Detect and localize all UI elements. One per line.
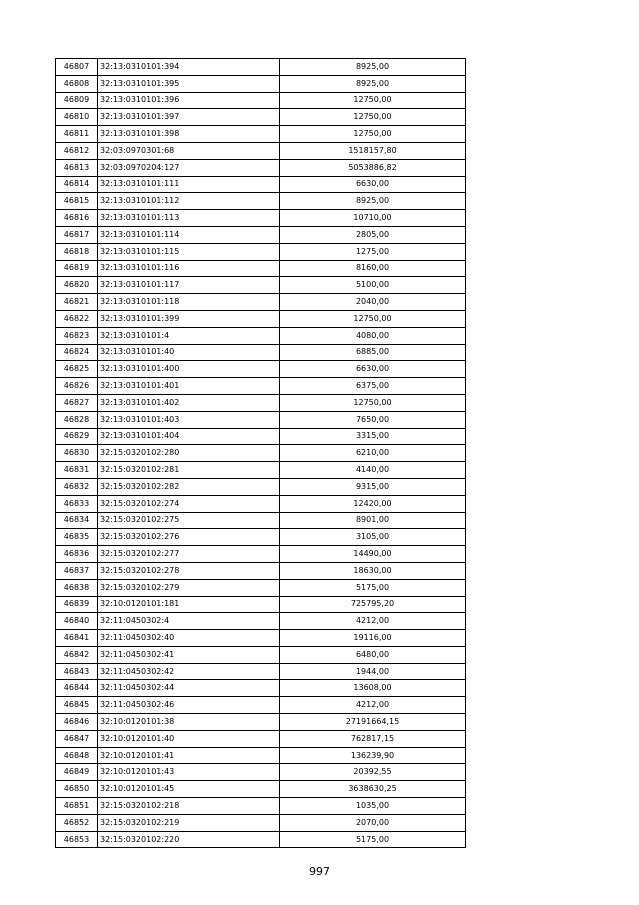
- row-number-cell: 46827: [56, 394, 98, 411]
- cadastral-value-cell: 4080,00: [280, 327, 466, 344]
- row-number-cell: 46819: [56, 260, 98, 277]
- row-number-cell: 46820: [56, 277, 98, 294]
- table-row: [56, 344, 466, 361]
- table-row: [56, 529, 466, 546]
- cadastral-value-cell: 5100,00: [280, 277, 466, 294]
- row-number-cell: 46848: [56, 747, 98, 764]
- cadastral-number-cell: 32:13:0310101:403: [98, 411, 280, 428]
- cadastral-number-cell: 32:11:0450302:41: [98, 646, 280, 663]
- row-number-cell: 46814: [56, 176, 98, 193]
- table-row: [56, 814, 466, 831]
- cadastral-value-cell: 725795,20: [280, 596, 466, 613]
- row-number-cell: 46835: [56, 529, 98, 546]
- cadastral-value-cell: 136239,90: [280, 747, 466, 764]
- cadastral-value-cell: 6630,00: [280, 176, 466, 193]
- cadastral-number-cell: 32:15:0320102:220: [98, 831, 280, 848]
- row-number-cell: 46817: [56, 226, 98, 243]
- table-row: [56, 109, 466, 126]
- row-number-cell: 46847: [56, 730, 98, 747]
- table-row: [56, 327, 466, 344]
- row-number-cell: 46849: [56, 764, 98, 781]
- cadastral-number-cell: 32:15:0320102:280: [98, 445, 280, 462]
- cadastral-value-cell: 12750,00: [280, 310, 466, 327]
- cadastral-value-cell: 5175,00: [280, 579, 466, 596]
- table-body: [56, 59, 466, 848]
- table-row: [56, 798, 466, 815]
- cadastral-number-cell: 32:13:0310101:395: [98, 75, 280, 92]
- cadastral-value-cell: 8925,00: [280, 75, 466, 92]
- row-number-cell: 46828: [56, 411, 98, 428]
- cadastral-value-cell: 13608,00: [280, 680, 466, 697]
- cadastral-number-cell: 32:13:0310101:113: [98, 210, 280, 227]
- row-number-cell: 46821: [56, 294, 98, 311]
- table-row: [56, 764, 466, 781]
- row-number-cell: 46829: [56, 428, 98, 445]
- cadastral-value-cell: 12750,00: [280, 92, 466, 109]
- table-row: [56, 579, 466, 596]
- table-row: [56, 210, 466, 227]
- row-number-cell: 46822: [56, 310, 98, 327]
- row-number-cell: 46808: [56, 75, 98, 92]
- table-row: [56, 226, 466, 243]
- row-number-cell: 46831: [56, 462, 98, 479]
- row-number-cell: 46837: [56, 562, 98, 579]
- table-row: [56, 75, 466, 92]
- row-number-cell: 46853: [56, 831, 98, 848]
- table-row: [56, 394, 466, 411]
- cadastral-value-cell: 5053886,82: [280, 159, 466, 176]
- row-number-cell: 46844: [56, 680, 98, 697]
- cadastral-value-cell: 12420,00: [280, 495, 466, 512]
- cadastral-value-cell: 3105,00: [280, 529, 466, 546]
- row-number-cell: 46840: [56, 613, 98, 630]
- cadastral-value-cell: 8901,00: [280, 512, 466, 529]
- table-row: [56, 361, 466, 378]
- cadastral-value-cell: 8925,00: [280, 59, 466, 76]
- table-row: [56, 747, 466, 764]
- cadastral-number-cell: 32:13:0310101:118: [98, 294, 280, 311]
- cadastral-value-cell: 1518157,80: [280, 142, 466, 159]
- row-number-cell: 46845: [56, 697, 98, 714]
- row-number-cell: 46851: [56, 798, 98, 815]
- cadastral-value-cell: 6480,00: [280, 646, 466, 663]
- table-row: [56, 193, 466, 210]
- cadastral-value-cell: 4212,00: [280, 697, 466, 714]
- cadastral-number-cell: 32:13:0310101:116: [98, 260, 280, 277]
- cadastral-number-cell: 32:15:0320102:281: [98, 462, 280, 479]
- cadastral-number-cell: 32:15:0320102:219: [98, 814, 280, 831]
- cadastral-number-cell: 32:13:0310101:115: [98, 243, 280, 260]
- cadastral-value-cell: 27191664,15: [280, 714, 466, 731]
- cadastral-number-cell: 32:13:0310101:397: [98, 109, 280, 126]
- cadastral-value-cell: 14490,00: [280, 546, 466, 563]
- cadastral-number-cell: 32:13:0310101:4: [98, 327, 280, 344]
- table-row: [56, 462, 466, 479]
- cadastral-number-cell: 32:13:0310101:402: [98, 394, 280, 411]
- cadastral-number-cell: 32:15:0320102:274: [98, 495, 280, 512]
- cadastral-number-cell: 32:11:0450302:40: [98, 630, 280, 647]
- table-row: [56, 428, 466, 445]
- cadastral-number-cell: 32:03:0970204:127: [98, 159, 280, 176]
- cadastral-number-cell: 32:13:0310101:111: [98, 176, 280, 193]
- row-number-cell: 46823: [56, 327, 98, 344]
- table-row: [56, 697, 466, 714]
- cadastral-number-cell: 32:13:0310101:404: [98, 428, 280, 445]
- cadastral-number-cell: 32:10:0120101:45: [98, 781, 280, 798]
- cadastral-value-cell: 6630,00: [280, 361, 466, 378]
- cadastral-number-cell: 32:10:0120101:181: [98, 596, 280, 613]
- row-number-cell: 46836: [56, 546, 98, 563]
- table-row: [56, 159, 466, 176]
- row-number-cell: 46846: [56, 714, 98, 731]
- cadastral-value-cell: 6210,00: [280, 445, 466, 462]
- cadastral-value-table: [55, 58, 466, 848]
- cadastral-value-cell: 5175,00: [280, 831, 466, 848]
- table-row: [56, 680, 466, 697]
- table-row: [56, 630, 466, 647]
- cadastral-value-cell: 1275,00: [280, 243, 466, 260]
- cadastral-value-cell: 762817,15: [280, 730, 466, 747]
- row-number-cell: 46812: [56, 142, 98, 159]
- cadastral-number-cell: 32:11:0450302:44: [98, 680, 280, 697]
- cadastral-number-cell: 32:13:0310101:396: [98, 92, 280, 109]
- cadastral-value-cell: 2070,00: [280, 814, 466, 831]
- cadastral-value-cell: 1944,00: [280, 663, 466, 680]
- cadastral-value-cell: 4140,00: [280, 462, 466, 479]
- table-row: [56, 378, 466, 395]
- table-row: [56, 562, 466, 579]
- row-number-cell: 46818: [56, 243, 98, 260]
- row-number-cell: 46842: [56, 646, 98, 663]
- cadastral-number-cell: 32:15:0320102:218: [98, 798, 280, 815]
- row-number-cell: 46841: [56, 630, 98, 647]
- table-row: [56, 478, 466, 495]
- row-number-cell: 46807: [56, 59, 98, 76]
- row-number-cell: 46830: [56, 445, 98, 462]
- cadastral-number-cell: 32:15:0320102:282: [98, 478, 280, 495]
- row-number-cell: 46832: [56, 478, 98, 495]
- cadastral-number-cell: 32:10:0120101:41: [98, 747, 280, 764]
- table-row: [56, 596, 466, 613]
- table-row: [56, 546, 466, 563]
- table-row: [56, 310, 466, 327]
- row-number-cell: 46843: [56, 663, 98, 680]
- cadastral-value-cell: 20392,55: [280, 764, 466, 781]
- cadastral-value-cell: 8160,00: [280, 260, 466, 277]
- cadastral-number-cell: 32:03:0970301:68: [98, 142, 280, 159]
- row-number-cell: 46852: [56, 814, 98, 831]
- table-row: [56, 277, 466, 294]
- cadastral-value-cell: 8925,00: [280, 193, 466, 210]
- row-number-cell: 46824: [56, 344, 98, 361]
- row-number-cell: 46811: [56, 126, 98, 143]
- table-row: [56, 92, 466, 109]
- table-row: [56, 495, 466, 512]
- cadastral-value-cell: 12750,00: [280, 126, 466, 143]
- row-number-cell: 46839: [56, 596, 98, 613]
- cadastral-value-cell: 7650,00: [280, 411, 466, 428]
- cadastral-number-cell: 32:15:0320102:275: [98, 512, 280, 529]
- row-number-cell: 46838: [56, 579, 98, 596]
- table-row: [56, 730, 466, 747]
- row-number-cell: 46816: [56, 210, 98, 227]
- table-row: [56, 260, 466, 277]
- page-number: 997: [309, 865, 330, 878]
- cadastral-value-cell: 2805,00: [280, 226, 466, 243]
- table-row: [56, 411, 466, 428]
- row-number-cell: 46826: [56, 378, 98, 395]
- cadastral-number-cell: 32:13:0310101:399: [98, 310, 280, 327]
- row-number-cell: 46834: [56, 512, 98, 529]
- cadastral-number-cell: 32:15:0320102:277: [98, 546, 280, 563]
- table-row: [56, 243, 466, 260]
- row-number-cell: 46850: [56, 781, 98, 798]
- cadastral-number-cell: 32:15:0320102:276: [98, 529, 280, 546]
- cadastral-number-cell: 32:15:0320102:278: [98, 562, 280, 579]
- cadastral-value-cell: 12750,00: [280, 394, 466, 411]
- table-row: [56, 176, 466, 193]
- cadastral-number-cell: 32:10:0120101:38: [98, 714, 280, 731]
- row-number-cell: 46825: [56, 361, 98, 378]
- table-row: [56, 142, 466, 159]
- cadastral-number-cell: 32:13:0310101:400: [98, 361, 280, 378]
- table-row: [56, 646, 466, 663]
- table-row: [56, 663, 466, 680]
- table-row: [56, 126, 466, 143]
- cadastral-number-cell: 32:15:0320102:279: [98, 579, 280, 596]
- cadastral-number-cell: 32:13:0310101:117: [98, 277, 280, 294]
- row-number-cell: 46813: [56, 159, 98, 176]
- table-row: [56, 714, 466, 731]
- cadastral-value-cell: 1035,00: [280, 798, 466, 815]
- cadastral-number-cell: 32:10:0120101:40: [98, 730, 280, 747]
- table-row: [56, 613, 466, 630]
- cadastral-value-cell: 6885,00: [280, 344, 466, 361]
- table-row: [56, 294, 466, 311]
- cadastral-number-cell: 32:13:0310101:114: [98, 226, 280, 243]
- row-number-cell: 46809: [56, 92, 98, 109]
- row-number-cell: 46810: [56, 109, 98, 126]
- cadastral-value-cell: 12750,00: [280, 109, 466, 126]
- cadastral-value-cell: 3315,00: [280, 428, 466, 445]
- table-row: [56, 831, 466, 848]
- cadastral-number-cell: 32:10:0120101:43: [98, 764, 280, 781]
- cadastral-number-cell: 32:11:0450302:4: [98, 613, 280, 630]
- cadastral-value-cell: 19116,00: [280, 630, 466, 647]
- table-row: [56, 445, 466, 462]
- cadastral-number-cell: 32:13:0310101:398: [98, 126, 280, 143]
- cadastral-number-cell: 32:11:0450302:46: [98, 697, 280, 714]
- cadastral-value-cell: 6375,00: [280, 378, 466, 395]
- table-row: [56, 781, 466, 798]
- cadastral-value-cell: 3638630,25: [280, 781, 466, 798]
- cadastral-number-cell: 32:13:0310101:40: [98, 344, 280, 361]
- cadastral-number-cell: 32:13:0310101:112: [98, 193, 280, 210]
- row-number-cell: 46833: [56, 495, 98, 512]
- cadastral-number-cell: 32:13:0310101:401: [98, 378, 280, 395]
- table-row: [56, 59, 466, 76]
- cadastral-value-cell: 4212,00: [280, 613, 466, 630]
- cadastral-value-cell: 18630,00: [280, 562, 466, 579]
- cadastral-number-cell: 32:11:0450302:42: [98, 663, 280, 680]
- cadastral-value-cell: 9315,00: [280, 478, 466, 495]
- cadastral-value-cell: 10710,00: [280, 210, 466, 227]
- cadastral-value-cell: 2040,00: [280, 294, 466, 311]
- cadastral-number-cell: 32:13:0310101:394: [98, 59, 280, 76]
- row-number-cell: 46815: [56, 193, 98, 210]
- table-row: [56, 512, 466, 529]
